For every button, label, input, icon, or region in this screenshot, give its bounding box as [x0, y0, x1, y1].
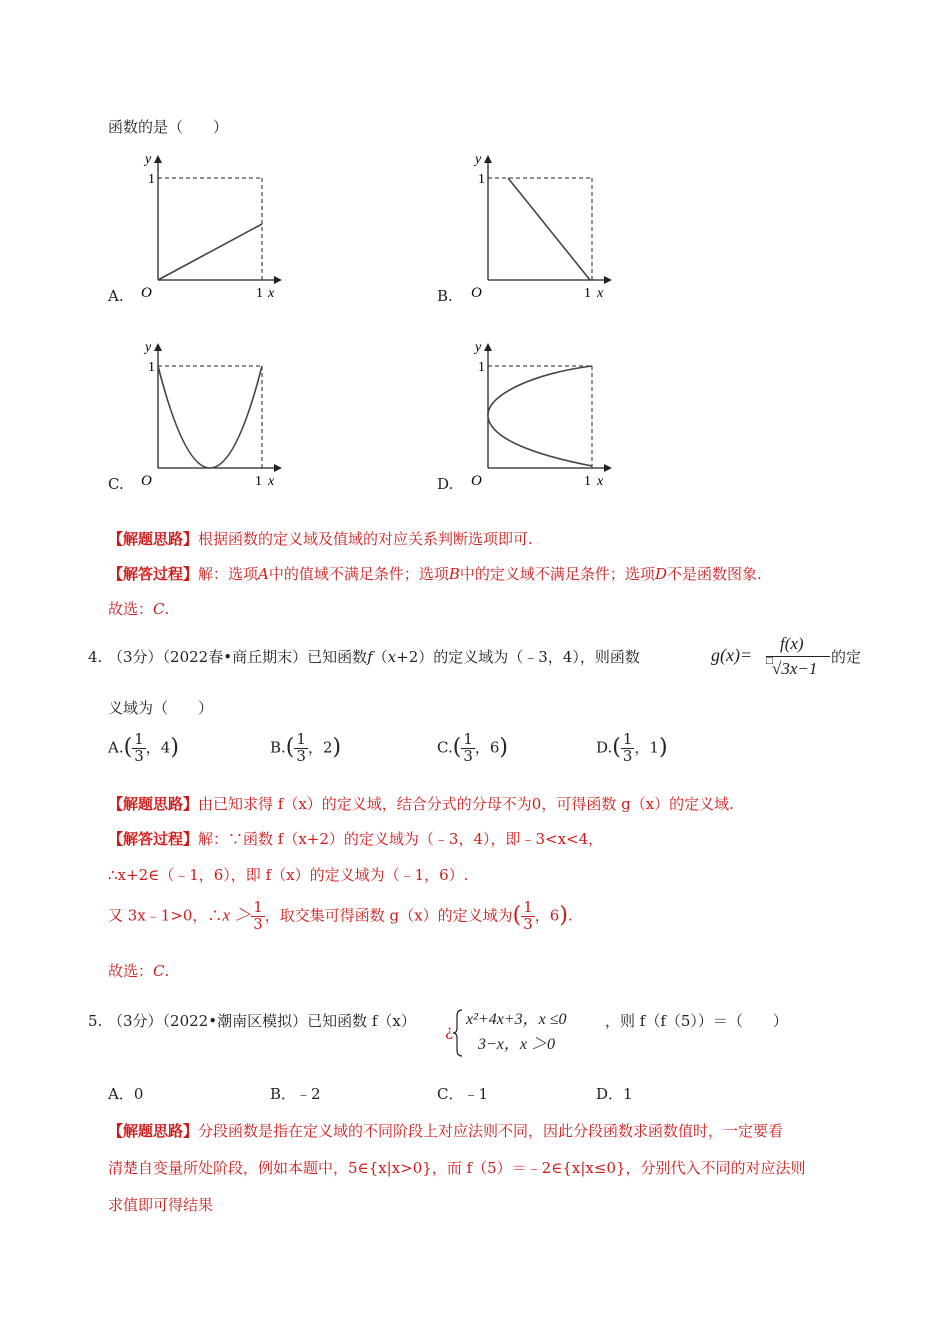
- x-axis-label: x: [268, 286, 275, 301]
- q3-option-a-label[interactable]: A.: [108, 287, 124, 305]
- q3-option-b-label[interactable]: B.: [437, 287, 453, 305]
- origin-label: O: [141, 285, 152, 301]
- x-axis-label: x: [268, 474, 275, 489]
- origin-label: O: [141, 473, 152, 489]
- root-index-mark: □: [765, 656, 774, 666]
- hint-tag: 【解题思路】: [108, 1122, 199, 1140]
- q3-option-c-label[interactable]: C.: [108, 475, 124, 493]
- y-axis-label: y: [145, 152, 152, 167]
- q3-hint: 【解题思路】根据函数的定义域及值域的对应关系判断选项即可.: [108, 530, 533, 548]
- q5-case2: 3−x，x ＞0: [478, 1036, 556, 1053]
- x-axis-label: x: [597, 474, 604, 489]
- q4-option-c[interactable]: C.( $\frac{1}{3}$ ，6): [437, 730, 509, 765]
- q3-stem-tail: 函数的是（ ）: [108, 118, 229, 136]
- q4-option-a[interactable]: A.( $\frac{1}{3}$ ，4): [108, 730, 179, 765]
- q3-option-d-label[interactable]: D.: [437, 475, 454, 493]
- fraction-bar: [766, 656, 830, 657]
- origin-label: O: [471, 285, 482, 301]
- q5-hint-line3: 求值即可得结果: [108, 1196, 214, 1214]
- q4-stem: （3分）（2022春•商丘期末）已知函数f（x+2）的定义域为（﹣3，4），则函数: [108, 648, 640, 666]
- y-tick-label: 1: [148, 360, 155, 375]
- q4-answer: 故选：C.: [108, 962, 170, 980]
- q4-process-line2: ∴x+2∈（﹣1，6），即 f（x）的定义域为（﹣1，6）.: [108, 866, 469, 884]
- y-tick-label: 1: [148, 172, 155, 187]
- y-tick-label: 1: [478, 360, 485, 375]
- q4-hint: 【解题思路】由已知求得 f（x）的定义域，结合分式的分母不为0，可得函数 g（x）的定义域.: [108, 795, 734, 813]
- q5-stem-end: ，则 f（f（5））＝（ ）: [605, 1012, 788, 1030]
- q5-case1: x²+4x+3，x ≤0: [466, 1011, 567, 1028]
- q4-stem-line2: 义域为（ ）: [108, 699, 214, 717]
- q4-fraction-numerator: f(x): [780, 634, 804, 653]
- q4-g-expr: g(x)=: [711, 645, 753, 665]
- q5-hint-line2: 清楚自变量所处阶段，例如本题中，5∈{x|x>0}，而 f（5）＝﹣2∈{x|x≤0}，分别代入不同的对应法则: [108, 1159, 806, 1177]
- q3-answer: 故选：C.: [108, 600, 170, 618]
- q3-graph-b[interactable]: [465, 145, 615, 305]
- y-axis-label: y: [475, 152, 482, 167]
- y-axis-label: y: [475, 340, 482, 355]
- q5-hint-line1: 【解题思路】分段函数是指在定义域的不同阶段上对应法则不同，因此分段函数求函数值时，一定要看: [108, 1122, 784, 1140]
- q5-option-b[interactable]: B．﹣2: [270, 1085, 321, 1103]
- x-tick-label: 1: [256, 286, 263, 301]
- y-axis-label: y: [145, 340, 152, 355]
- process-tag: 【解答过程】: [108, 565, 199, 583]
- q5-inverted-question-mark: ¿: [445, 1022, 454, 1040]
- q5-stem: （3分）（2022•潮南区模拟）已知函数 f（x）: [108, 1012, 416, 1030]
- q5-option-a[interactable]: A．0: [108, 1085, 144, 1103]
- process-tag: 【解答过程】: [108, 830, 199, 848]
- q4-process-line3: 又 3x﹣1>0，∴x ＞ $\frac{1}{3}$ ，取交集可得函数 g（x）的定义域为( $\frac{1}{3}$ ，6).: [108, 898, 573, 933]
- hint-tag: 【解题思路】: [108, 530, 199, 548]
- q4-number: 4.: [88, 648, 103, 666]
- x-tick-label: 1: [255, 474, 262, 489]
- q4-stem-end: 的定: [831, 648, 862, 666]
- q3-graph-c[interactable]: [135, 333, 285, 493]
- q5-option-c[interactable]: C．﹣1: [437, 1085, 489, 1103]
- brace-icon: [452, 1008, 464, 1058]
- q5-number: 5.: [88, 1012, 103, 1030]
- q3-process: 【解答过程】解：选项A中的值域不满足条件；选项B中的定义域不满足条件；选项D不是函数图象.: [108, 565, 762, 583]
- q4-option-b[interactable]: B.( $\frac{1}{3}$ ，2): [270, 730, 342, 765]
- x-axis-label: x: [597, 286, 604, 301]
- origin-label: O: [471, 473, 482, 489]
- q3-graph-d[interactable]: [465, 333, 615, 493]
- hint-tag: 【解题思路】: [108, 795, 199, 813]
- q4-process-line1: 【解答过程】解：∵函数 f（x+2）的定义域为（﹣3，4），即﹣3<x<4，: [108, 830, 604, 848]
- x-tick-label: 1: [584, 286, 591, 301]
- q4-option-d[interactable]: D.( $\frac{1}{3}$ ，1): [596, 730, 668, 765]
- x-tick-label: 1: [584, 474, 591, 489]
- q3-graph-a[interactable]: [135, 145, 285, 305]
- q5-option-d[interactable]: D．1: [596, 1085, 633, 1103]
- q4-fraction-denominator: √3x−1: [772, 659, 818, 678]
- y-tick-label: 1: [478, 172, 485, 187]
